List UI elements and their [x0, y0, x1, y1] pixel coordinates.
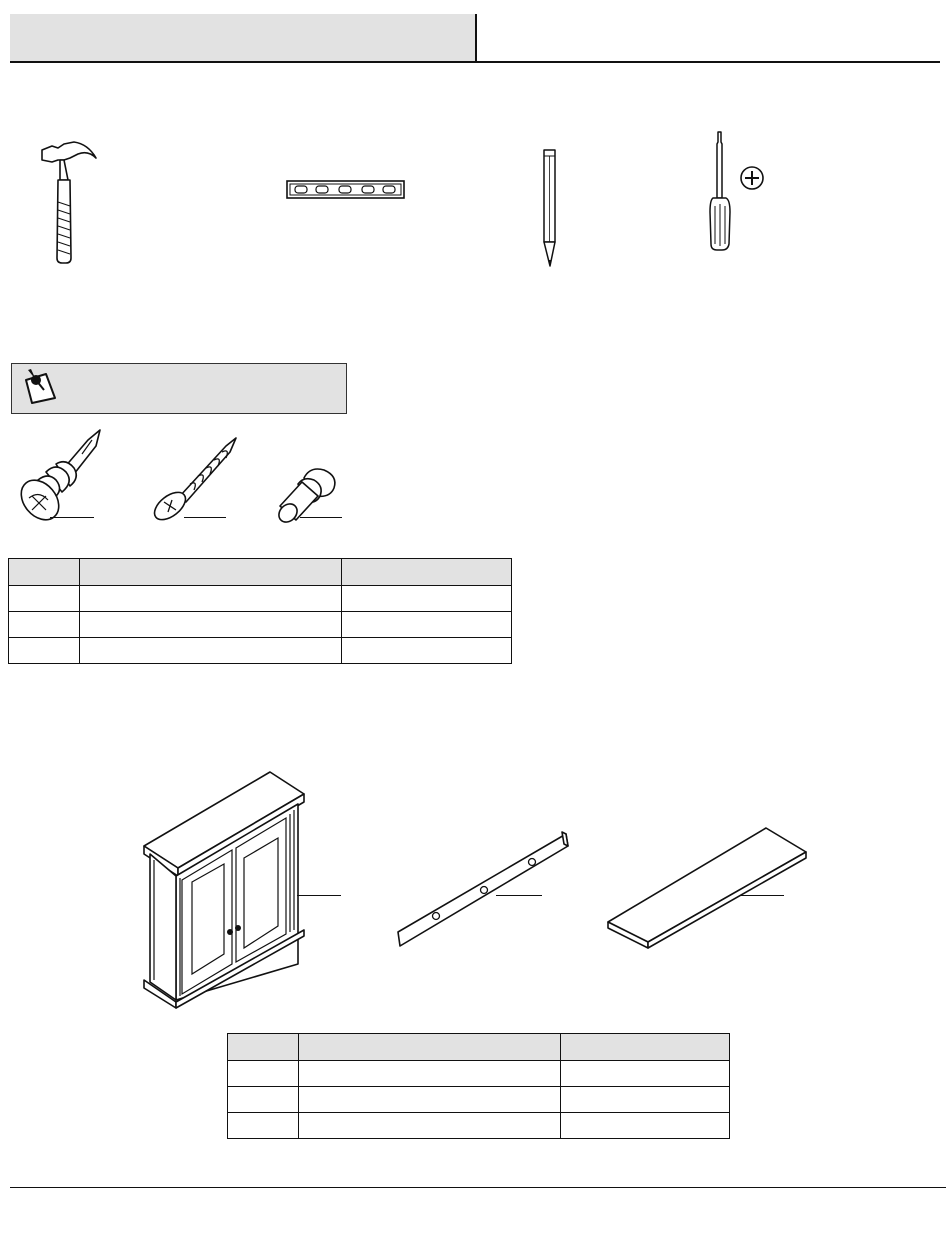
cabinet-icon	[140, 768, 310, 1010]
hardware-leader-line	[184, 517, 226, 518]
table-row	[228, 1087, 730, 1113]
table-cell	[79, 612, 341, 638]
footer-rule	[10, 1187, 946, 1188]
note-pin-icon	[22, 368, 58, 404]
hammer-icon	[38, 140, 100, 265]
table-cell	[298, 1087, 560, 1113]
table-cell	[9, 638, 80, 664]
table-cell	[342, 638, 512, 664]
section-header-bar	[10, 14, 476, 62]
table-cell	[561, 1087, 730, 1113]
table-header-cell	[342, 559, 512, 586]
package-leader-line	[297, 895, 341, 896]
table-header-cell	[561, 1034, 730, 1061]
shelf-pin-icon	[276, 462, 346, 524]
screw-icon	[150, 432, 245, 522]
table-cell	[228, 1087, 299, 1113]
table-cell	[9, 612, 80, 638]
table-cell	[9, 586, 80, 612]
table-cell	[298, 1113, 560, 1139]
shelf-icon	[606, 824, 812, 950]
package-contents-table	[227, 1033, 730, 1139]
table-cell	[342, 586, 512, 612]
table-header-row	[9, 559, 512, 586]
table-cell	[561, 1113, 730, 1139]
wall-anchor-icon	[12, 428, 107, 522]
mounting-rail-icon	[396, 830, 572, 948]
table-cell	[228, 1061, 299, 1087]
table-cell	[79, 586, 341, 612]
table-header-row	[228, 1034, 730, 1061]
table-cell	[79, 638, 341, 664]
pencil-icon	[540, 148, 560, 270]
hardware-leader-line	[300, 517, 342, 518]
table-header-cell	[79, 559, 341, 586]
table-header-cell	[9, 559, 80, 586]
table-header-cell	[228, 1034, 299, 1061]
table-cell	[342, 612, 512, 638]
table-cell	[298, 1061, 560, 1087]
package-leader-line	[496, 895, 542, 896]
table-header-cell	[298, 1034, 560, 1061]
table-row	[228, 1061, 730, 1087]
phillips-screwdriver-icon	[710, 132, 770, 252]
package-leader-line	[740, 895, 784, 896]
table-row	[9, 612, 512, 638]
level-icon	[286, 180, 406, 200]
header-divider	[475, 14, 477, 63]
note-box	[11, 363, 347, 414]
table-row	[9, 638, 512, 664]
table-row	[9, 586, 512, 612]
table-row	[228, 1113, 730, 1139]
table-cell	[561, 1061, 730, 1087]
hardware-table	[8, 558, 512, 664]
header-rule	[10, 61, 940, 63]
hardware-leader-line	[50, 517, 94, 518]
table-cell	[228, 1113, 299, 1139]
